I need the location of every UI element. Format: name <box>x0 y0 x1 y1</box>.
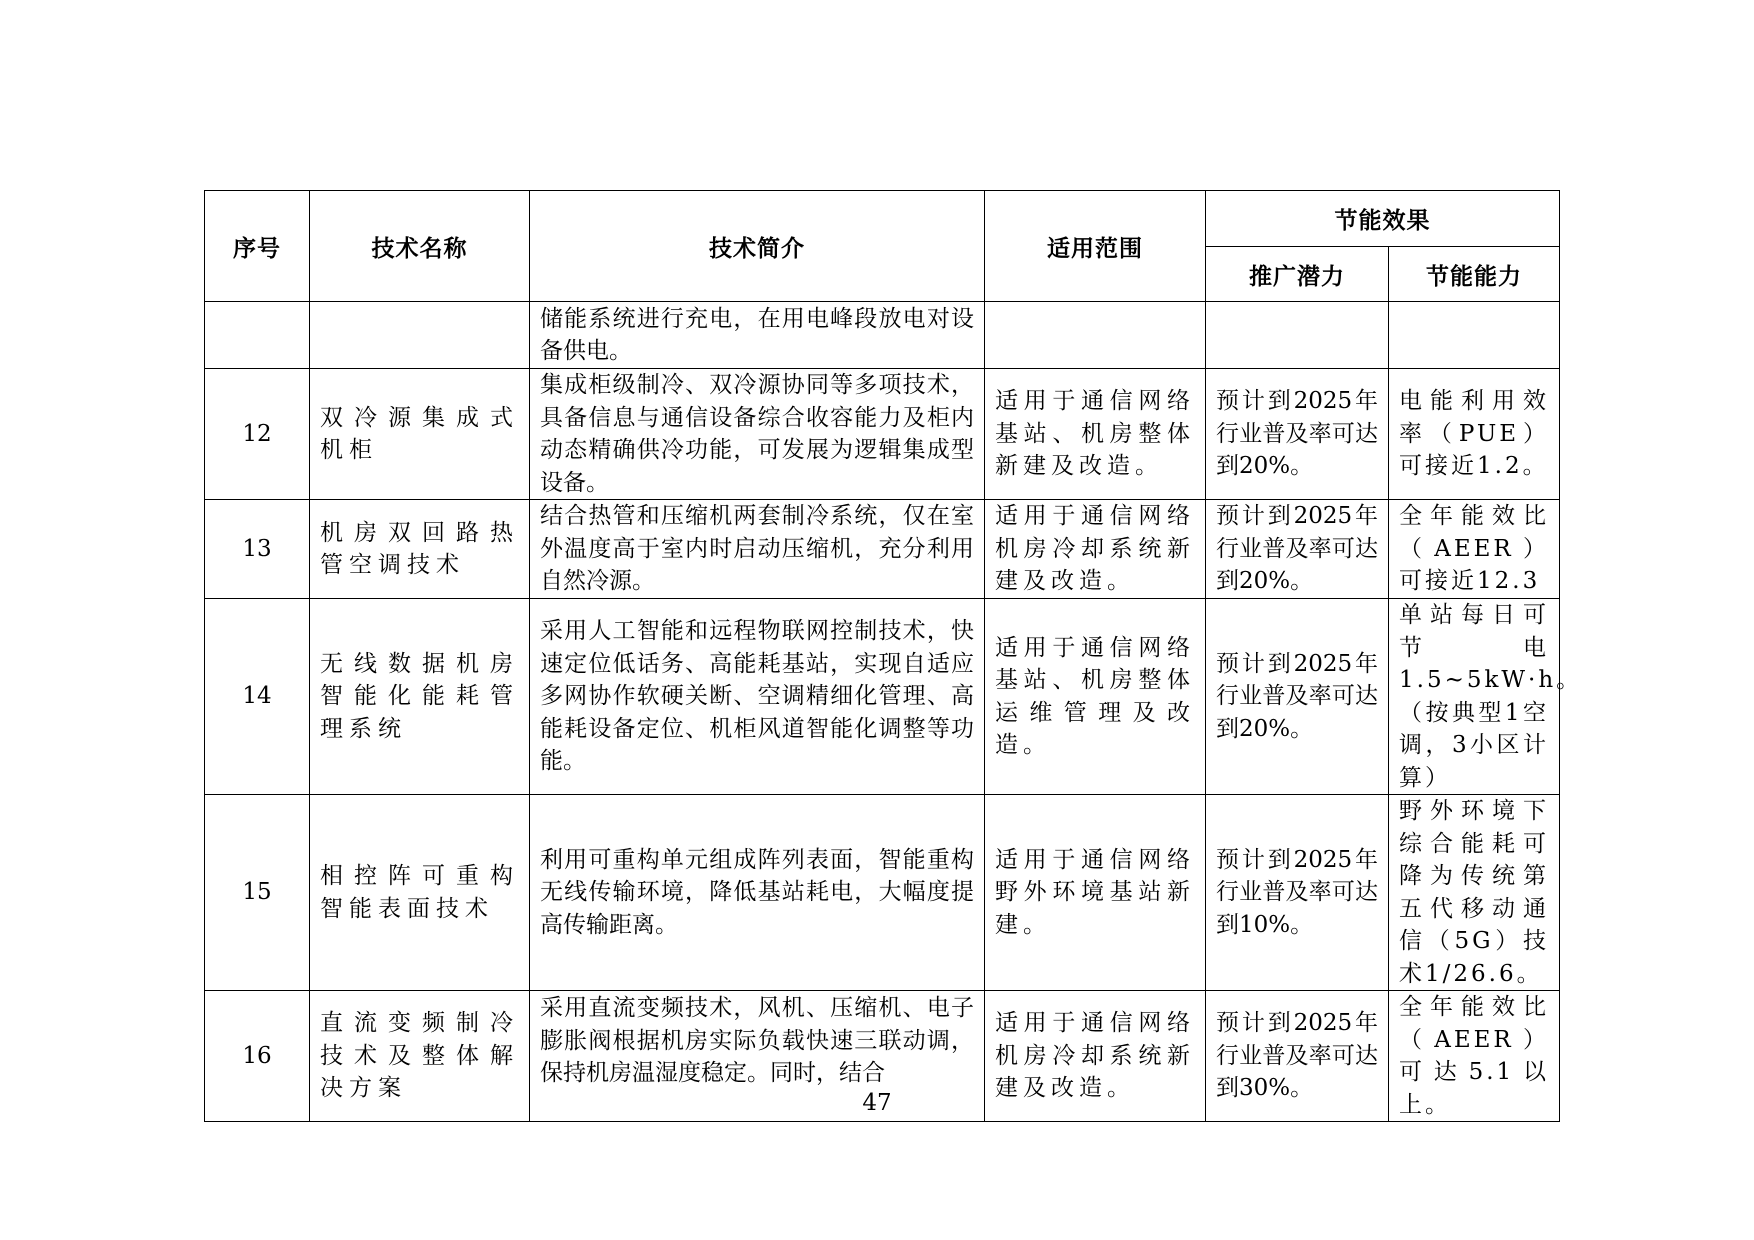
technology-name: 机房双回路热管空调技术 <box>310 500 530 599</box>
promotion-potential: 预计到2025年行业普及率可达到20%。 <box>1206 599 1389 795</box>
row-number: 13 <box>205 500 310 599</box>
application-scope: 适用于通信网络机房冷却系统新建及改造。 <box>985 991 1206 1122</box>
energy-saving-capacity: 电能利用效率（PUE）可接近1.2。 <box>1389 369 1560 500</box>
table-body <box>205 302 1583 1122</box>
header-no: 序号 <box>205 191 310 302</box>
promotion-potential: 预计到2025年行业普及率可达到20%。 <box>1206 369 1389 500</box>
application-scope: 适用于通信网络机房冷却系统新建及改造。 <box>985 500 1206 599</box>
promotion-potential: 预计到2025年行业普及率可达到20%。 <box>1206 500 1389 599</box>
technology-name <box>310 302 530 369</box>
application-scope: 适用于通信网络野外环境基站新建。 <box>985 795 1206 991</box>
application-scope: 适用于通信网络基站、机房整体新建及改造。 <box>985 369 1206 500</box>
promotion-potential: 预计到2025年行业普及率可达到10%。 <box>1206 795 1389 991</box>
technology-intro: 采用人工智能和远程物联网控制技术，快速定位低话务、高能耗基站，实现自适应多网协作软硬关断、空调精细化管理、高能耗设备定位、机柜风道智能化调整等功能。 <box>530 599 985 795</box>
technology-name: 相控阵可重构智能表面技术 <box>310 795 530 991</box>
header-scope: 适用范围 <box>985 191 1206 302</box>
promotion-potential <box>1206 302 1389 369</box>
promotion-potential: 预计到2025年行业普及率可达到30%。 <box>1206 991 1389 1122</box>
energy-saving-capacity: 全年能效比（AEER）可达5.1以上。 <box>1389 991 1560 1122</box>
table-header <box>205 191 1560 302</box>
table-row <box>205 599 1560 795</box>
technology-intro: 结合热管和压缩机两套制冷系统，仅在室外温度高于室内时启动压缩机，充分利用自然冷源。 <box>530 500 985 599</box>
row-number: 16 <box>205 991 310 1122</box>
row-number: 15 <box>205 795 310 991</box>
header-effect: 节能效果 <box>1206 191 1560 247</box>
row-number <box>205 302 310 369</box>
technology-intro: 采用直流变频技术，风机、压缩机、电子膨胀阀根据机房实际负载快速三联动调，保持机房温湿度稳定。同时，结合 <box>530 991 985 1122</box>
header-intro: 技术简介 <box>530 191 985 302</box>
application-scope <box>985 302 1206 369</box>
header-row-1 <box>205 191 1560 247</box>
table-row <box>205 795 1560 991</box>
row-number: 12 <box>205 369 310 500</box>
page-number: 47 <box>862 1090 892 1116</box>
technology-intro: 集成柜级制冷、双冷源协同等多项技术，具备信息与通信设备综合收容能力及柜内动态精确供冷功能，可发展为逻辑集成型设备。 <box>530 369 985 500</box>
row-number: 14 <box>205 599 310 795</box>
energy-saving-technology-table <box>204 190 1583 1122</box>
application-scope: 适用于通信网络基站、机房整体运维管理及改造。 <box>985 599 1206 795</box>
energy-saving-capacity: 野外环境下综合能耗可降为传统第五代移动通信（5G）技术1/26.6。 <box>1389 795 1560 991</box>
header-capacity: 节能能力 <box>1389 247 1560 302</box>
header-potential: 推广潜力 <box>1206 247 1389 302</box>
table-row <box>205 302 1560 369</box>
energy-saving-capacity: 全年能效比（AEER）可接近12.3 <box>1389 500 1560 599</box>
technology-name: 无线数据机房智能化能耗管理系统 <box>310 599 530 795</box>
technology-name: 直流变频制冷技术及整体解决方案 <box>310 991 530 1122</box>
energy-saving-capacity <box>1389 302 1560 369</box>
table-row <box>205 500 1560 599</box>
technology-name: 双冷源集成式机柜 <box>310 369 530 500</box>
table-row <box>205 369 1560 500</box>
technology-intro: 利用可重构单元组成阵列表面，智能重构无线传输环境，降低基站耗电，大幅度提高传输距离。 <box>530 795 985 991</box>
energy-saving-capacity: 单站每日可节电 1.5~5kW·h。（按典型1空调，3小区计算） <box>1389 599 1560 795</box>
technology-intro: 储能系统进行充电，在用电峰段放电对设备供电。 <box>530 302 985 369</box>
header-name: 技术名称 <box>310 191 530 302</box>
